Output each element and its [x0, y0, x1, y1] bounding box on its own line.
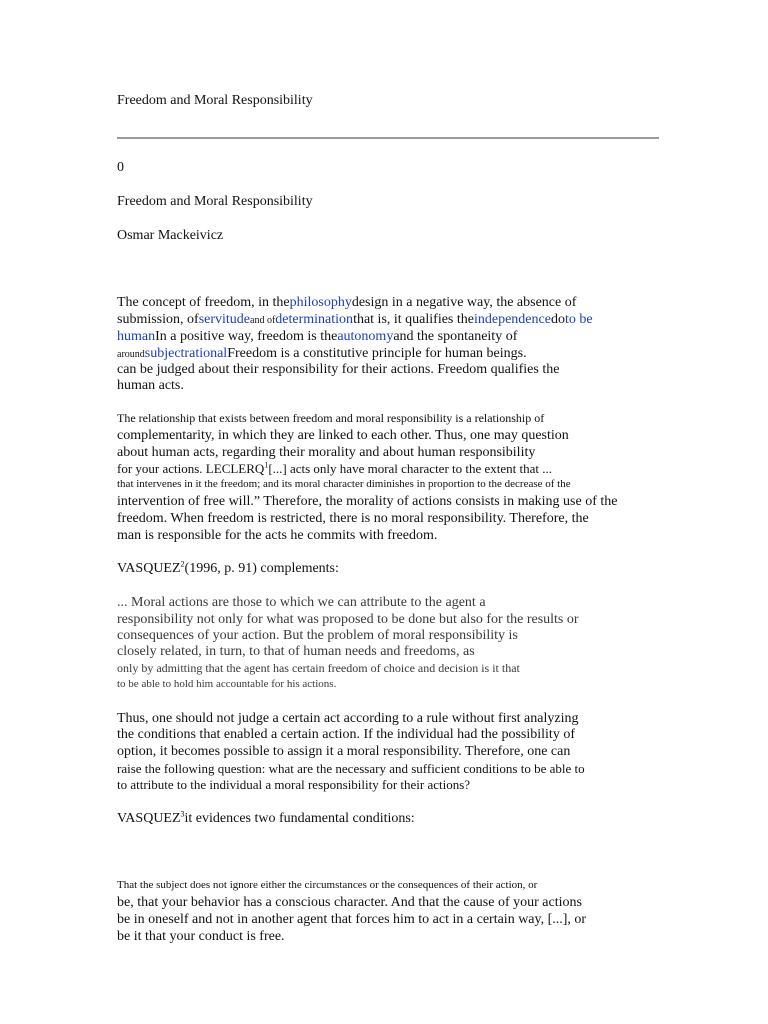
header-title: Freedom and Moral Responsibility — [117, 93, 313, 108]
text-span: (1996, p. 91) complements: — [184, 561, 339, 576]
footnote-ref: 1 — [264, 460, 269, 470]
document-author: Osmar Mackeivicz — [117, 228, 224, 243]
footnote-ref: 2 — [180, 559, 185, 569]
text-span: that is, it qualifies the — [353, 312, 474, 327]
text-span: submission, of — [117, 312, 199, 327]
text-span: design in a negative way, the absence of — [351, 295, 577, 310]
link-autonomy[interactable]: autonomy — [337, 329, 394, 344]
document-title: Freedom and Moral Responsibility — [117, 194, 313, 209]
text-line: intervention of free will.” Therefore, the morality of actions consists in making use of the — [117, 494, 618, 509]
link-subjectrational[interactable]: subjectrational — [144, 346, 228, 361]
text-span: Freedom is a constitutive principle for human beings. — [227, 346, 527, 361]
text-span: In a positive way, freedom is the — [155, 329, 338, 344]
text-line: be it that your conduct is free. — [117, 929, 285, 944]
text-span: VASQUEZ — [117, 561, 181, 576]
text-span: and of — [250, 315, 276, 326]
vasquez-conditions-intro — [117, 811, 415, 827]
text-line: complementarity, in which they are linked to each other. Thus, one may question — [117, 428, 569, 443]
text-line: the conditions that enabled a certain action. If the individual had the possibility of — [117, 727, 575, 742]
text-line: to attribute to the individual a moral responsibility for their actions? — [117, 777, 471, 792]
text-span: and the spontaneity of — [393, 329, 518, 344]
text-line: Thus, one should not judge a certain act according to a rule without first analyzing — [117, 711, 579, 726]
text-line — [117, 461, 552, 477]
text-line: human acts. — [117, 378, 184, 393]
page-number: 0 — [117, 160, 124, 175]
text-line — [117, 329, 517, 345]
link-to-be[interactable]: to be — [564, 312, 593, 327]
link-determination[interactable]: determination — [275, 312, 354, 327]
link-philosophy[interactable]: philosophy — [289, 295, 352, 310]
quote-line: responsibility not only for what was proposed to be done but also for the results or — [117, 612, 579, 627]
text-line: that intervenes in it the freedom; and its moral character diminishes in proportion to the decrease of the — [117, 478, 571, 490]
text-line — [117, 346, 527, 362]
text-line: That the subject does not ignore either the circumstances or the consequences of their action, or — [117, 879, 538, 891]
text-line: option, it becomes possible to assign it a moral responsibility. Therefore, one can — [117, 744, 571, 759]
text-line: freedom. When freedom is restricted, there is no moral responsibility. Therefore, the — [117, 511, 589, 526]
text-line: be, that your behavior has a conscious character. And that the cause of your actions — [117, 895, 582, 910]
text-span: do — [550, 312, 565, 327]
text-line — [117, 295, 576, 311]
text-line — [117, 312, 593, 328]
header-divider — [117, 137, 659, 139]
quote-line: ... Moral actions are those to which we can attribute to the agent a — [117, 595, 486, 610]
text-line: The relationship that exists between freedom and moral responsibility is a relationship of — [117, 411, 545, 425]
text-line: raise the following question: what are the necessary and sufficient conditions to be able to — [117, 761, 585, 776]
text-span: The concept of freedom, in the — [117, 295, 290, 310]
text-span: it evidences two fundamental conditions: — [184, 811, 415, 826]
link-human[interactable]: human — [117, 329, 156, 344]
text-line: about human acts, regarding their morality and about human responsibility — [117, 445, 536, 460]
quote-line: consequences of your action. But the problem of moral responsibility is — [117, 628, 518, 643]
text-span: around — [117, 349, 145, 360]
link-servitude[interactable]: servitude — [198, 312, 251, 327]
quote-line: only by admitting that the agent has certain freedom of choice and decision is it that — [117, 661, 520, 675]
quote-line: to be able to hold him accountable for his actions. — [117, 678, 337, 690]
text-line: be in oneself and not in another agent that forces him to act in a certain way, [...], or — [117, 912, 587, 927]
link-independence[interactable]: independence — [473, 312, 551, 327]
text-span: for your actions. LECLERQ — [117, 461, 265, 476]
quote-line: closely related, in turn, to that of human needs and freedoms, as — [117, 644, 475, 659]
text-span: VASQUEZ — [117, 811, 181, 826]
text-line: can be judged about their responsibility for their actions. Freedom qualifies the — [117, 362, 560, 377]
vasquez-citation-intro — [117, 561, 339, 577]
text-line: man is responsible for the acts he commits with freedom. — [117, 528, 438, 543]
footnote-ref: 3 — [180, 809, 185, 819]
text-span: [...] acts only have moral character to the extent that ... — [268, 461, 553, 476]
